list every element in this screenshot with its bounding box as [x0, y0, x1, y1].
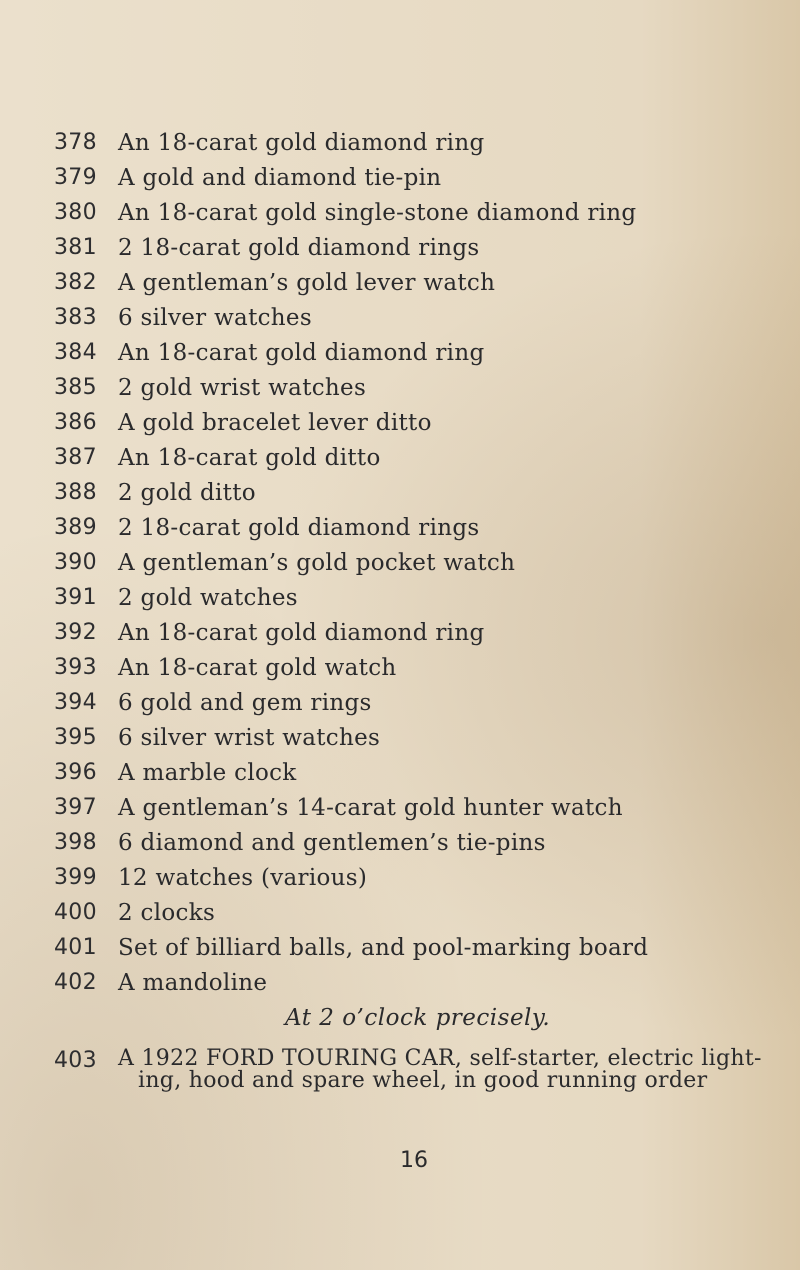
- lot-description: An 18-carat gold watch: [118, 655, 397, 681]
- lot-number: 389: [54, 515, 97, 540]
- lot-description: A gold and diamond tie-pin: [118, 165, 442, 191]
- lot-description: An 18-carat gold diamond ring: [118, 620, 485, 646]
- lot-description: 6 silver wrist watches: [118, 725, 381, 751]
- page-number: 16: [400, 1148, 428, 1173]
- lot-number: 380: [54, 200, 97, 225]
- lot-number: 379: [54, 165, 97, 190]
- lot-description: 2 gold ditto: [118, 480, 256, 506]
- lot-number: 381: [54, 235, 97, 260]
- lot-description: An 18-carat gold diamond ring: [118, 340, 485, 366]
- lot-description: 6 silver watches: [118, 305, 312, 331]
- lot-description: An 18-carat gold ditto: [118, 445, 381, 471]
- lot-number: 385: [54, 375, 97, 400]
- lot-number: 396: [54, 760, 97, 785]
- lot-number: 394: [54, 690, 97, 715]
- sale-time-note: At 2 o’clock precisely.: [285, 1005, 551, 1031]
- lot-number: 402: [54, 970, 97, 995]
- lot-description: A gentleman’s 14-carat gold hunter watch: [118, 795, 623, 821]
- lot-number: 393: [54, 655, 97, 680]
- lot-description-line-2: ing, hood and spare wheel, in good running order: [138, 1068, 708, 1093]
- lot-number: 403: [54, 1048, 97, 1073]
- lot-description: A gentleman’s gold pocket watch: [118, 550, 516, 576]
- lot-description: A gentleman’s gold lever watch: [118, 270, 496, 296]
- lot-number: 387: [54, 445, 97, 470]
- lot-number: 383: [54, 305, 97, 330]
- lot-number: 390: [54, 550, 97, 575]
- lot-number: 388: [54, 480, 97, 505]
- lot-number: 395: [54, 725, 97, 750]
- lot-description-line-1: A 1922 FORD TOURING CAR, self-starter, electric light-: [118, 1046, 762, 1071]
- lot-number: 386: [54, 410, 97, 435]
- lot-number: 384: [54, 340, 97, 365]
- lot-number: 378: [54, 130, 97, 155]
- lot-description: 12 watches (various): [118, 865, 368, 891]
- lot-description: An 18-carat gold single-stone diamond ring: [118, 200, 637, 226]
- lot-description: [118, 1048, 762, 1092]
- lot-description: 2 gold watches: [118, 585, 298, 611]
- lot-number: 399: [54, 865, 97, 890]
- lot-description: 6 diamond and gentlemen’s tie-pins: [118, 830, 546, 856]
- lot-description: Set of billiard balls, and pool-marking board: [118, 935, 649, 961]
- lot-number: 400: [54, 900, 97, 925]
- lot-description: 2 gold wrist watches: [118, 375, 367, 401]
- lot-description: A marble clock: [118, 760, 297, 786]
- lot-description: An 18-carat gold diamond ring: [118, 130, 485, 156]
- lot-number: 398: [54, 830, 97, 855]
- lot-description: 2 18-carat gold diamond rings: [118, 235, 480, 261]
- lot-number: 392: [54, 620, 97, 645]
- lot-number: 382: [54, 270, 97, 295]
- lot-description: 2 18-carat gold diamond rings: [118, 515, 480, 541]
- lot-description: A mandoline: [118, 970, 268, 996]
- lot-description: 2 clocks: [118, 900, 216, 926]
- lot-number: 391: [54, 585, 97, 610]
- lot-number: 401: [54, 935, 97, 960]
- lot-number: 397: [54, 795, 97, 820]
- lot-description: 6 gold and gem rings: [118, 690, 372, 716]
- lot-description: A gold bracelet lever ditto: [118, 410, 432, 436]
